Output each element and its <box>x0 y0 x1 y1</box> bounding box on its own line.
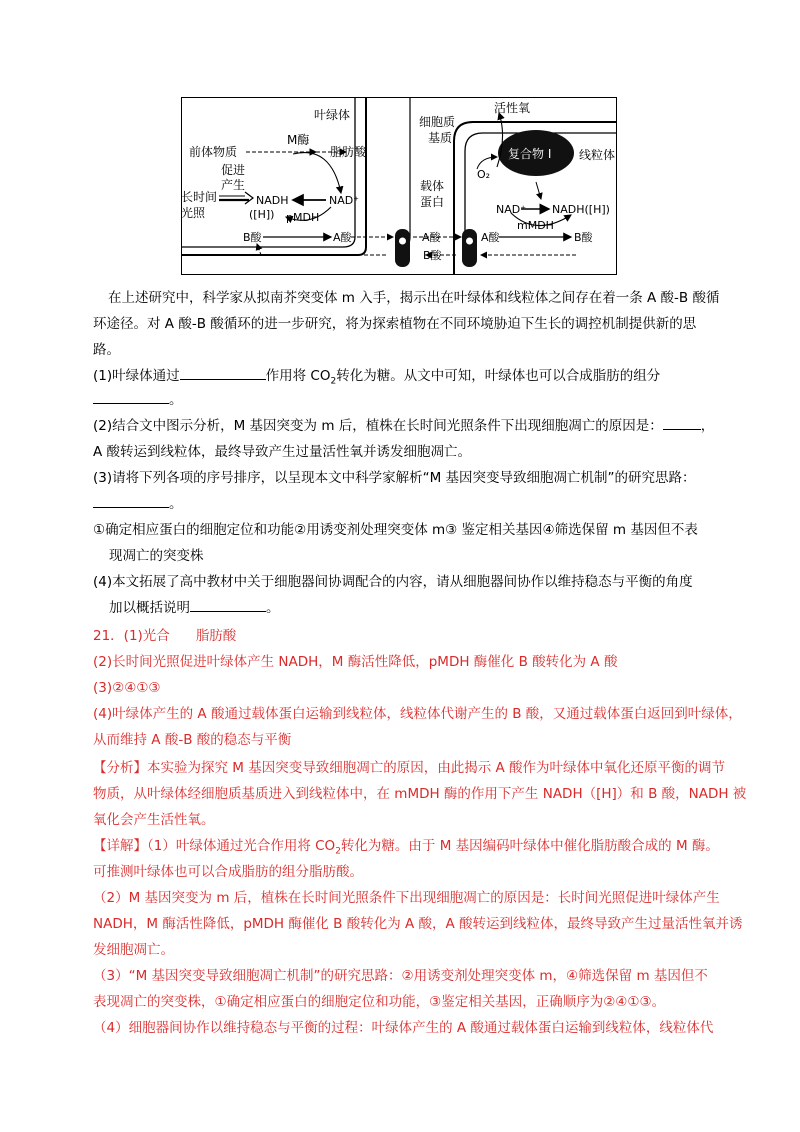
detail-1-prefix: 【详解】（1）叶绿体通过光合作用将 CO <box>93 838 336 854</box>
label-carrier-1: 载体 <box>420 179 445 193</box>
label-long-light-2: 光照 <box>181 206 206 220</box>
intro-line-1: 在上述研究中，科学家从拟南芥突变体 m 入手，揭示出在叶绿体和线粒体之间存在着一条 A 酸-B 酸循 <box>108 290 720 306</box>
pathway-diagram <box>181 97 617 275</box>
detail-line-8: （4）细胞器间协作以维持稳态与平衡的过程：叶绿体产生的 A 酸通过载体蛋白运输到线粒体，线粒体代 <box>93 1020 714 1036</box>
label-cytoplasm-1: 细胞质 <box>419 115 456 129</box>
label-cytoplasm-2: 基质 <box>428 131 453 145</box>
label-mito-nadh: NADH([H]) <box>552 203 610 216</box>
intro-line-2: 环途径。对 A 酸-B 酸循环的进一步研究，将为探索植物在不同环境胁迫下生长的调控机制提供新的思 <box>93 316 697 332</box>
label-mmdh: mMDH <box>517 219 554 232</box>
question-3-line-2 <box>93 494 720 514</box>
label-promote-1: 促进 <box>221 163 246 177</box>
answer-2: (2)长时间光照促进叶绿体产生 NADH，M 酶活性降低，pMDH 酶催化 B 酸转化为 A 酸 <box>93 654 618 670</box>
question-1-line-2 <box>93 390 720 410</box>
answer-blank-2[interactable] <box>93 391 169 404</box>
label-b-acid-3: B酸 <box>574 231 593 244</box>
question-1-line-1 <box>93 366 720 392</box>
question-2-line-2: A 酸转运到线粒体，最终导致产生过量活性氧并诱发细胞凋亡。 <box>93 444 472 460</box>
detail-line-4: NADH，M 酶活性降低，pMDH 酶催化 B 酸转化为 A 酸，A 酸转运到线粒体，最终导致产生过量活性氧并诱 <box>93 916 743 932</box>
detail-1-suffix: 转化为糖。由于 M 基因编码叶绿体中催化脂肪酸合成的 M 酶。 <box>340 838 719 854</box>
question-1-end: 。 <box>169 392 183 408</box>
question-4-end: 。 <box>266 600 280 616</box>
question-2-comma: ， <box>700 418 715 434</box>
options-line-2: 现凋亡的突变株 <box>109 548 204 564</box>
label-chloroplast: 叶绿体 <box>314 108 351 122</box>
label-nad-plus: NAD⁺ <box>329 194 360 207</box>
label-b-acid-2: B酸 <box>423 249 442 262</box>
question-4-line-2 <box>109 598 720 618</box>
detail-line-7: 表现凋亡的突变株，①确定相应蛋白的细胞定位和功能，③鉴定相关基因，正确顺序为②④①③。 <box>93 994 666 1010</box>
label-precursor: 前体物质 <box>189 145 238 159</box>
label-mito-nad: NAD⁺ <box>496 203 527 216</box>
label-o2: O₂ <box>477 168 491 181</box>
answer-1-second: 脂肪酸 <box>195 628 237 644</box>
label-fatty-acid: 脂肪酸 <box>330 145 367 159</box>
answer-blank-1[interactable] <box>180 367 266 380</box>
question-2-text: (2)结合文中图示分析，M 基因突变为 m 后，植株在长时间光照条件下出现细胞凋亡的原因是： <box>93 418 663 434</box>
analysis-line-3: 氧化会产生活性氧。 <box>93 812 215 828</box>
question-1-mid: 作用将 CO <box>265 368 331 384</box>
label-complex: 复合物 I <box>508 147 552 161</box>
answer-4-line-2: 从而维持 A 酸-B 酸的稳态与平衡 <box>93 732 292 748</box>
detail-line-6: （3）“M 基因突变导致细胞凋亡机制”的研究思路：②用诱变剂处理突变体 m，④筛选保留 m 基因但不 <box>93 968 708 984</box>
detail-co2-subscript: 2 <box>335 846 341 857</box>
answer-1-first: 21．(1)光合 <box>93 628 170 644</box>
label-m-enzyme: M酶 <box>287 133 310 147</box>
question-3-line-1: (3)请将下列各项的序号排序，以呈现本文中科学家解析“M 基因突变导致细胞凋亡机制”的研究思路： <box>93 470 696 486</box>
question-1-suffix: 转化为糖。从文中可知，叶绿体也可以合成脂肪的组分 <box>336 368 661 384</box>
label-nadh: NADH <box>256 194 289 207</box>
carrier-protein-left <box>395 229 410 267</box>
answer-1 <box>93 626 720 646</box>
options-line-1: ①确定相应蛋白的细胞定位和功能②用诱变剂处理突变体 m③ 鉴定相关基因④筛选保留 m 基因但不表 <box>93 522 698 538</box>
answer-blank-4[interactable] <box>93 495 169 508</box>
label-long-light-1: 长时间 <box>181 190 218 204</box>
label-a-acid-2: A酸 <box>422 231 441 244</box>
label-promote-2: 产生 <box>221 178 246 192</box>
detail-line-1 <box>93 836 720 862</box>
label-mitochondrion: 线粒体 <box>579 148 616 162</box>
label-a-acid-3: A酸 <box>481 231 500 244</box>
label-pmdh: pMDH <box>286 211 320 224</box>
label-active-oxygen: 活性氧 <box>494 101 531 115</box>
answer-4-line-1: (4)叶绿体产生的 A 酸通过载体蛋白运输到线粒体，线粒体代谢产生的 B 酸，又通过载体蛋白返回到叶绿体， <box>93 706 742 722</box>
analysis-line-2: 物质，从叶绿体经细胞质基质进入到线粒体中，在 mMDH 酶的作用下产生 NADH（[H]）和 B 酸，NADH 被 <box>93 786 747 802</box>
answer-3: (3)②④①③ <box>93 680 161 696</box>
carrier-protein-right <box>462 229 477 267</box>
detail-line-5: 发细胞凋亡。 <box>93 942 174 958</box>
answer-blank-3[interactable] <box>663 417 701 430</box>
label-b-acid-1: B酸 <box>243 231 262 244</box>
analysis-line-1: 【分析】本实验为探究 M 基因突变导致细胞凋亡的原因，由此揭示 A 酸作为叶绿体中氧化还原平衡的调节 <box>93 760 726 776</box>
question-3-end: 。 <box>169 496 183 512</box>
question-4-prefix: 加以概括说明 <box>109 600 190 616</box>
detail-line-2: 可推测叶绿体也可以合成脂肪的组分脂肪酸。 <box>93 864 363 880</box>
question-4-line-1: (4)本文拓展了高中教材中关于细胞器间协调配合的内容，请从细胞器间协作以维持稳态与平衡的角度 <box>93 574 693 590</box>
question-1-prefix: (1)叶绿体通过 <box>93 368 180 384</box>
co2-subscript: 2 <box>330 376 337 387</box>
intro-line-3: 路。 <box>93 342 120 358</box>
question-2-line-1 <box>93 416 720 436</box>
answer-blank-5[interactable] <box>190 599 266 612</box>
label-carrier-2: 蛋白 <box>420 195 445 209</box>
label-a-acid-1: A酸 <box>333 231 352 244</box>
label-h-bracket: ([H]) <box>249 208 275 221</box>
detail-line-3: （2）M 基因突变为 m 后，植株在长时间光照条件下出现细胞凋亡的原因是：长时间光照促进叶绿体产生 <box>93 890 720 906</box>
